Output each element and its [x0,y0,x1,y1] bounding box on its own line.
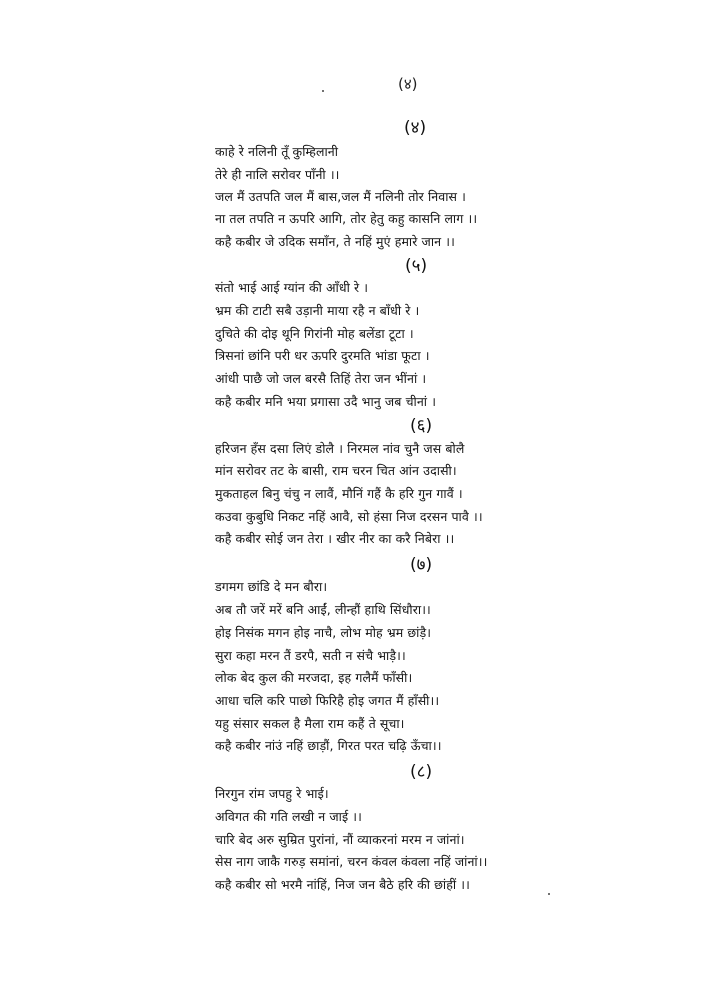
section-heading-7: (७) [410,555,433,575]
verse-line: निरगुन रांम जपहु रे भाई। [215,786,329,801]
verse-line: कहै कबीर जे उदिक समाँन, ते नहिं मुएं हमारे जान ।। [215,234,455,249]
verse-line: कहै कबीर नांउं नहिं छाड़ौं, गिरत परत चढ़ि ऊँचा।। [215,738,442,753]
verse-line: कहै कबीर सो भरमै नांहिं, निज जन बैठे हरि की छांहीं ।। [215,877,470,892]
verse-line: त्रिसनां छांनि परी धर ऊपरि दुरमति भांडा फूटा । [215,348,430,363]
section-heading-6: (६) [410,416,433,436]
verse-line: कउवा कुबुधि निकट नहिं आवै, सो हंसा निज दरसन पावै ।। [215,509,483,524]
verse-line: यहु संसार सकल है मैला राम कहैं ते सूचा। [215,716,405,731]
verse-line: सेस नाग जाकै गरुड़ समांनां, चरन कंवल कंवला नहिं जांनां।। [215,854,488,869]
verse-line: अब तौ जरें मरें बनि आईं, लीन्हौं हाथि सिंधौरा।। [215,602,431,617]
verse-line: मांन सरोवर तट के बासी, राम चरन चित आंन उदासी। [215,463,457,478]
verse-line: तेरे ही नालि सरोवर पाँनी ।। [215,167,340,182]
verse-line: ना तल तपति न ऊपरि आगि, तोर हेतु कहु कासनि लाग ।। [215,211,478,226]
verse-line: कहै कबीर मनि भया प्रगासा उदै भानु जब चीनां । [215,394,437,409]
scan-speck [322,90,324,92]
verse-line: आंधी पाछै जो जल बरसै तिहिं तेरा जन भींनां । [215,371,427,386]
verse-line: मुकताहल बिनु चंचु न लावैं, मौनिं गहैं कै हरि गुन गावैं । [215,486,463,501]
verse-line: काहे रे नलिनी तूँ कुम्हिलानी [215,144,339,159]
verse-line: अविगत की गति लखी न जाई ।। [215,809,362,824]
verse-line: डगमग छांडि दे मन बौरा। [215,579,328,594]
page-number: (४) [398,75,418,93]
verse-line: होइ निसंक मगन होइ नाचै, लोभ मोह भ्रम छांड़ै। [215,625,432,640]
verse-line: हरिजन हँस दसा लिएं डोलै । निरमल नांव चुनै जस बोलै [215,441,465,456]
section-heading-8: (८) [410,762,433,782]
verse-line: आधा चलि करि पाछो फिरिहै होइ जगत मैं हाँसी।। [215,693,440,708]
verse-line: दुचिते की दोइ थूनि गिरांनी मोह बलेंडा टूटा । [215,326,414,341]
verse-line: सुरा कहा मरन तैं डरपै, सती न संचै भाड़ै।। [215,648,406,663]
verse-line: कहै कबीर सोई जन तेरा । खीर नीर का करै निबेरा ।। [215,531,455,546]
scan-speck [548,893,550,895]
verse-line: भ्रम की टाटी सबै उड़ानी माया रहै न बाँधी रे । [215,303,420,318]
section-heading-5: (५) [405,256,428,276]
verse-line: संतो भाई आई ग्यांन की आँधी रे । [215,280,369,295]
section-heading-4: (४) [404,118,427,138]
verse-line: जल मैं उतपति जल मैं बास,जल मैं नलिनी तोर निवास । [215,189,466,204]
verse-line: लोक बेद कुल की मरजदा, इह गलैमैं फाँसी। [215,670,413,685]
verse-line: चारि बेद अरु सुम्रित पुरांनां, नौं व्याकरनां मरम न जांनां। [215,832,465,847]
